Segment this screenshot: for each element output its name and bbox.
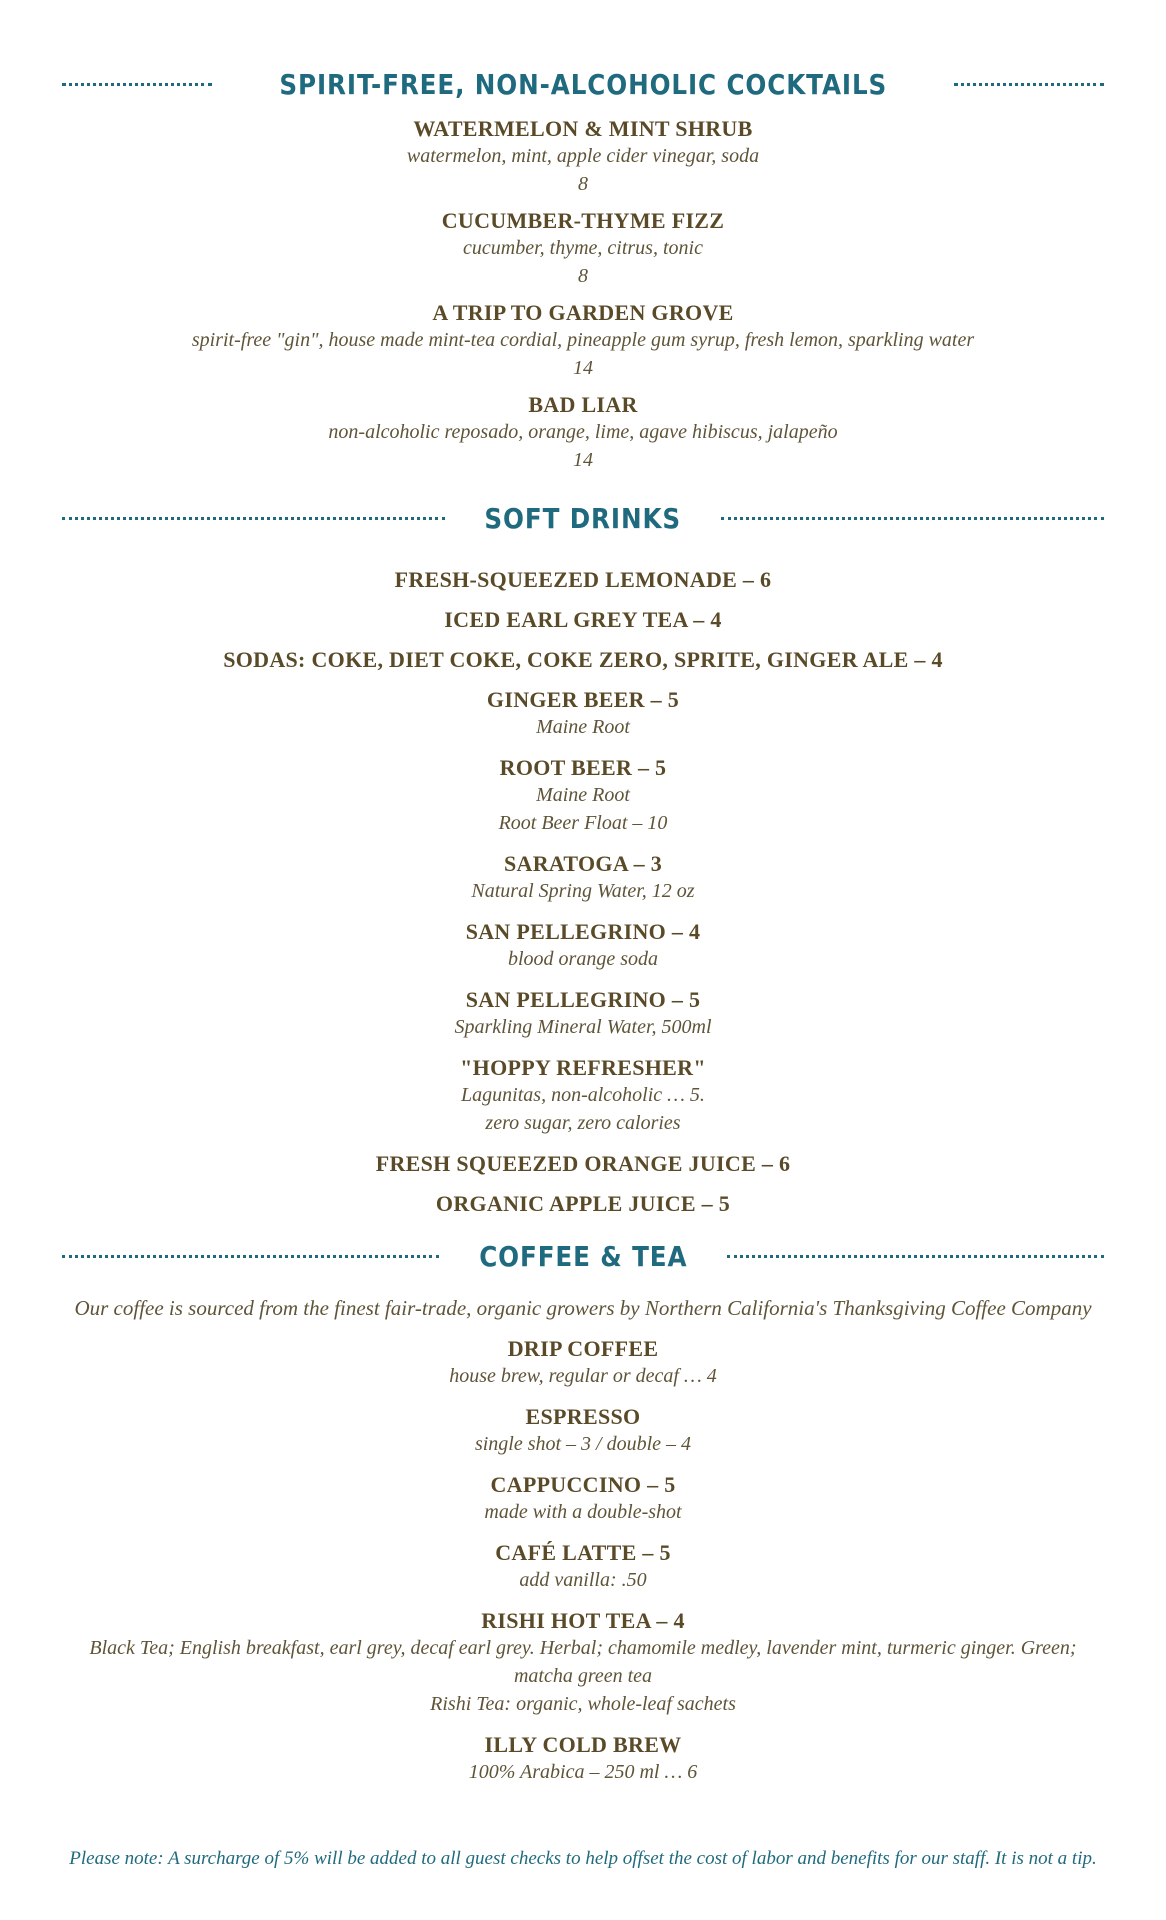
divider-dots-left — [62, 83, 212, 86]
menu-item — [0, 1336, 1166, 1390]
menu-item — [0, 1540, 1166, 1594]
item-description: house brew, regular or decaf … 4 — [449, 1365, 717, 1387]
item-description: non-alcoholic reposado, orange, lime, agave hibiscus, jalapeño — [328, 421, 838, 443]
item-name: SAN PELLEGRINO – 4 — [465, 919, 701, 944]
cocktails-header — [62, 68, 1104, 101]
item-name: CAPPUCCINO – 5 — [490, 1472, 676, 1497]
item-name: FRESH-SQUEEZED LEMONADE – 6 — [394, 567, 772, 592]
menu-item — [0, 392, 1166, 484]
item-name: CUCUMBER-THYME FIZZ — [441, 208, 725, 233]
cocktails-list — [0, 116, 1166, 484]
item-name: ROOT BEER – 5 — [499, 755, 667, 780]
menu-item — [0, 1191, 1166, 1217]
item-name: SODAS: COKE, DIET COKE, COKE ZERO, SPRITE, GINGER ALE – 4 — [223, 647, 943, 672]
menu-item — [0, 300, 1166, 392]
item-name: BAD LIAR — [528, 392, 638, 417]
item-name: ORGANIC APPLE JUICE – 5 — [435, 1191, 731, 1216]
item-description: add vanilla: .50 — [519, 1569, 647, 1591]
item-description: Black Tea; English breakfast, earl grey, decaf earl grey. Herbal; chamomile medley, lavender mint, turmeric ginger. Green; — [89, 1637, 1077, 1659]
item-price: 8 — [578, 173, 588, 195]
item-description: Maine Root — [536, 716, 630, 738]
menu-item — [0, 1055, 1166, 1137]
item-name: A TRIP TO GARDEN GROVE — [432, 300, 734, 325]
item-description: zero sugar, zero calories — [485, 1112, 681, 1134]
surcharge-note: Please note: A surcharge of 5% will be added to all guest checks to help offset the cost of labor and benefits for our staff. It is not a tip. — [69, 1848, 1097, 1869]
menu-item — [0, 987, 1166, 1041]
item-name: SAN PELLEGRINO – 5 — [465, 987, 701, 1012]
item-description: cucumber, thyme, citrus, tonic — [463, 237, 703, 259]
menu-item — [0, 116, 1166, 208]
item-description: Root Beer Float – 10 — [498, 812, 668, 834]
item-name: WATERMELON & MINT SHRUB — [413, 116, 753, 141]
menu-item — [0, 647, 1166, 673]
menu-item — [0, 208, 1166, 300]
coffee-tea-list — [0, 1294, 1166, 1800]
divider-dots-right — [954, 83, 1104, 86]
item-description: spirit-free "gin", house made mint-tea cordial, pineapple gum syrup, fresh lemon, sparkling water — [191, 329, 975, 351]
menu-item — [0, 755, 1166, 837]
item-description: blood orange soda — [508, 948, 658, 970]
divider-dots-left — [62, 517, 445, 520]
soft-drinks-list — [0, 567, 1166, 1231]
item-description: matcha green tea — [513, 1665, 653, 1687]
item-name: ILLY COLD BREW — [484, 1732, 682, 1757]
item-name: CAFÉ LATTE – 5 — [495, 1540, 671, 1565]
item-price: 8 — [578, 265, 588, 287]
item-description: Lagunitas, non-alcoholic … 5. — [461, 1084, 705, 1106]
item-name: FRESH SQUEEZED ORANGE JUICE – 6 — [375, 1151, 791, 1176]
divider-dots-right — [721, 517, 1104, 520]
item-description: 100% Arabica – 250 ml … 6 — [468, 1761, 698, 1783]
section-title-soft-drinks: SOFT DRINKS — [484, 502, 682, 535]
item-name: SARATOGA – 3 — [503, 851, 663, 876]
item-name: GINGER BEER – 5 — [486, 687, 680, 712]
item-description: Natural Spring Water, 12 oz — [471, 880, 695, 902]
item-description: made with a double-shot — [484, 1501, 682, 1523]
item-name: DRIP COFFEE — [507, 1336, 659, 1361]
item-description: Rishi Tea: organic, whole-leaf sachets — [430, 1693, 736, 1715]
section-title-coffee-tea: COFFEE & TEA — [478, 1240, 688, 1273]
menu-item — [0, 567, 1166, 593]
item-description: watermelon, mint, apple cider vinegar, soda — [406, 145, 760, 167]
item-price: 14 — [573, 449, 593, 471]
coffee-intro: Our coffee is sourced from the finest fair-trade, organic growers by Northern California's Thanksgiving Coffee Company — [74, 1296, 1092, 1320]
menu-item — [0, 1732, 1166, 1786]
menu-item — [0, 1151, 1166, 1177]
item-description: Sparkling Mineral Water, 500ml — [454, 1016, 712, 1038]
section-title-cocktails: SPIRIT-FREE, NON-ALCOHOLIC COCKTAILS — [279, 68, 887, 101]
item-name: ICED EARL GREY TEA – 4 — [444, 607, 722, 632]
item-description: Maine Root — [536, 784, 630, 806]
menu-item — [0, 1404, 1166, 1458]
item-name: "HOPPY REFRESHER" — [460, 1055, 706, 1080]
menu-item — [0, 851, 1166, 905]
divider-dots-left — [62, 1255, 439, 1258]
menu-item — [0, 919, 1166, 973]
coffee-tea-header — [62, 1240, 1104, 1273]
soft-drinks-header — [62, 502, 1104, 535]
divider-dots-right — [727, 1255, 1104, 1258]
item-price: 14 — [573, 357, 593, 379]
menu-item — [0, 607, 1166, 633]
menu-item — [0, 1608, 1166, 1718]
item-name: ESPRESSO — [525, 1404, 641, 1429]
menu-item — [0, 687, 1166, 741]
menu-item — [0, 1472, 1166, 1526]
item-name: RISHI HOT TEA – 4 — [481, 1608, 685, 1633]
item-description: single shot – 3 / double – 4 — [474, 1433, 692, 1455]
